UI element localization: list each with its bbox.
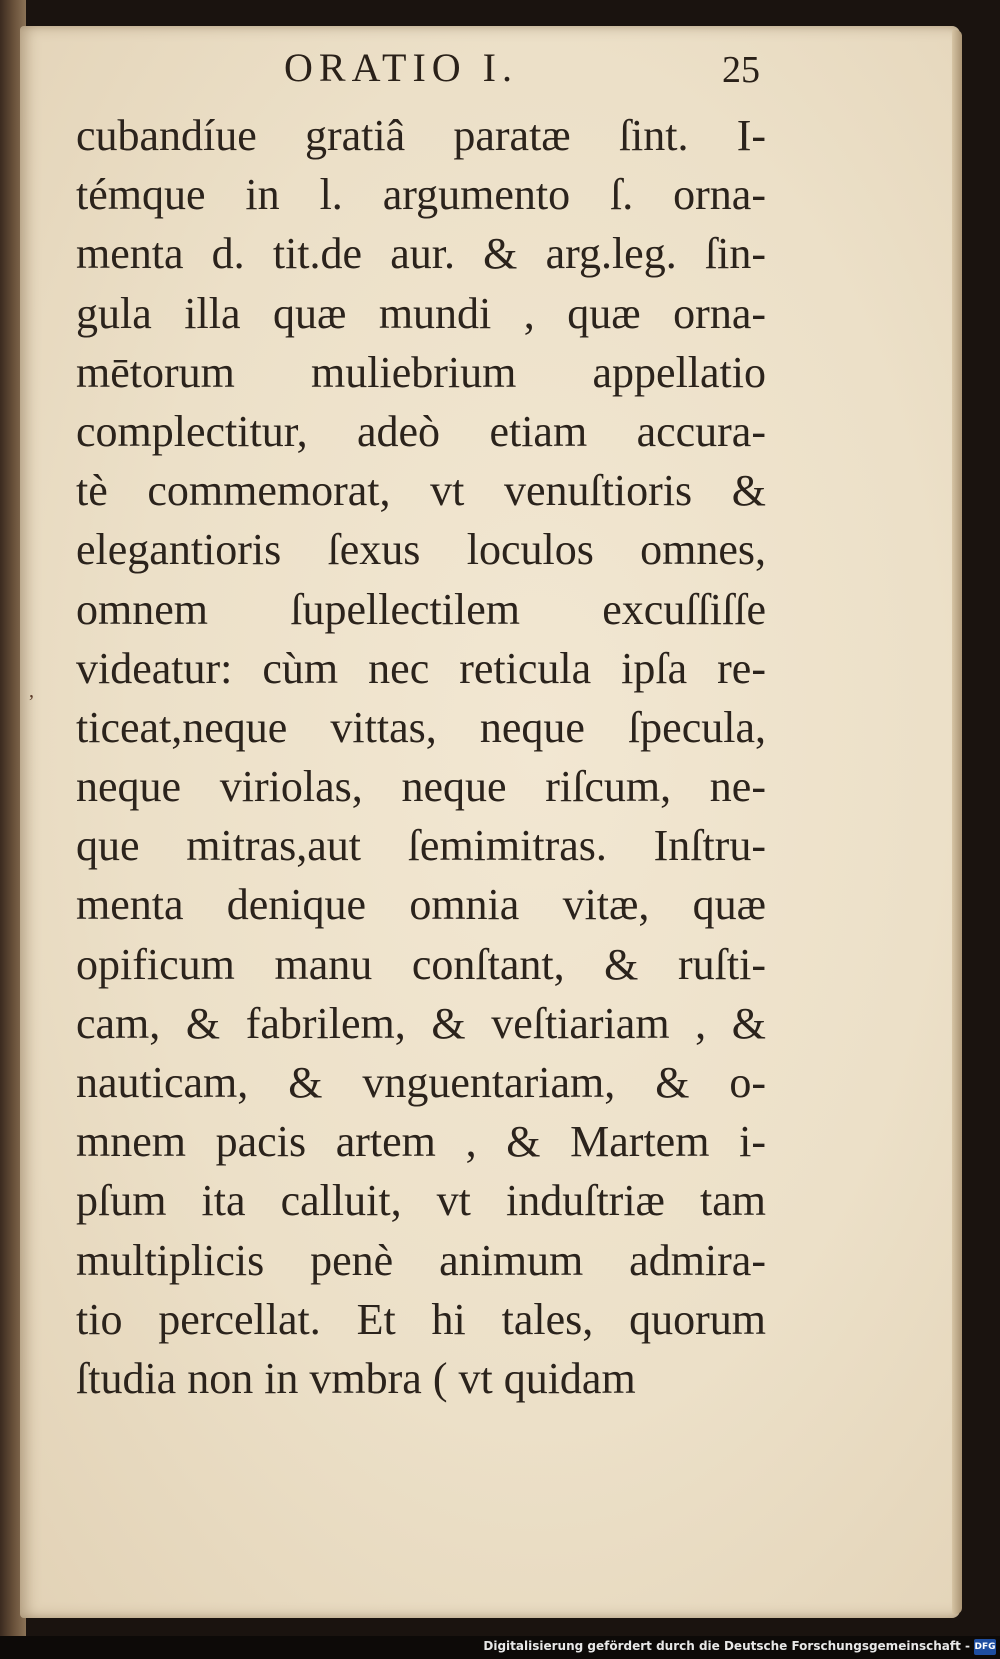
text-line: pſum ita calluit, vt induſtriæ tam [76, 1176, 766, 1226]
text-line: tio percellat. Et hi tales, quorum [76, 1294, 766, 1344]
text-line: menta denique omnia vitæ, quæ [76, 880, 766, 930]
footer-bar [0, 1636, 1000, 1659]
text-line: que mitras,aut ſemimitras. Inſtru- [76, 821, 766, 871]
text-line: elegantioris ſexus loculos omnes, [76, 525, 766, 575]
text-line: mnem pacis artem , & Martem i- [76, 1117, 766, 1167]
text-line: multiplicis penè animum admira- [76, 1235, 766, 1285]
text-line: mētorum muliebrium appellatio [76, 347, 766, 397]
text-line: neque viriolas, neque riſcum, ne- [76, 762, 766, 812]
text-line: cubandíue gratiâ paratæ ſint. I- [76, 111, 766, 160]
text-line: témque in l. argumento ſ. orna- [76, 170, 766, 220]
text-line: tè commemorat, vt venuſtioris & [76, 466, 766, 516]
text-line: omnem ſupellectilem excuſſiſſe [76, 584, 766, 634]
text-line: gula illa quæ mundi , quæ orna- [76, 288, 766, 338]
page-fore-edge [952, 30, 962, 1614]
text-line: nauticam, & vnguentariam, & o- [76, 1058, 766, 1107]
text-line: ticeat,neque vittas, neque ſpecula, [76, 702, 766, 752]
text-line: cam, & fabrilem, & veſtiariam , & [76, 998, 766, 1048]
body-text [76, 106, 766, 1408]
text-line: complectitur, adeò etiam accura- [76, 406, 766, 456]
text-line: opificum manu conſtant, & ruſti- [76, 939, 766, 989]
running-head [0, 44, 1000, 104]
text-line: menta d. tit.de aur. & arg.leg. ſin- [76, 229, 766, 279]
funding-credit: Digitalisierung gefördert durch die Deutsche Forschungsgemeinschaft - [483, 1639, 970, 1653]
text-line: videatur: cùm nec reticula ipſa re- [76, 643, 766, 693]
margin-mark: ‚ [28, 680, 35, 702]
running-title: ORATIO I. [284, 45, 518, 90]
page-number: 25 [722, 49, 760, 91]
text-line: ſtudia non in vmbra ( vt quidam [76, 1353, 636, 1403]
dfg-logo: DFG [974, 1639, 996, 1655]
